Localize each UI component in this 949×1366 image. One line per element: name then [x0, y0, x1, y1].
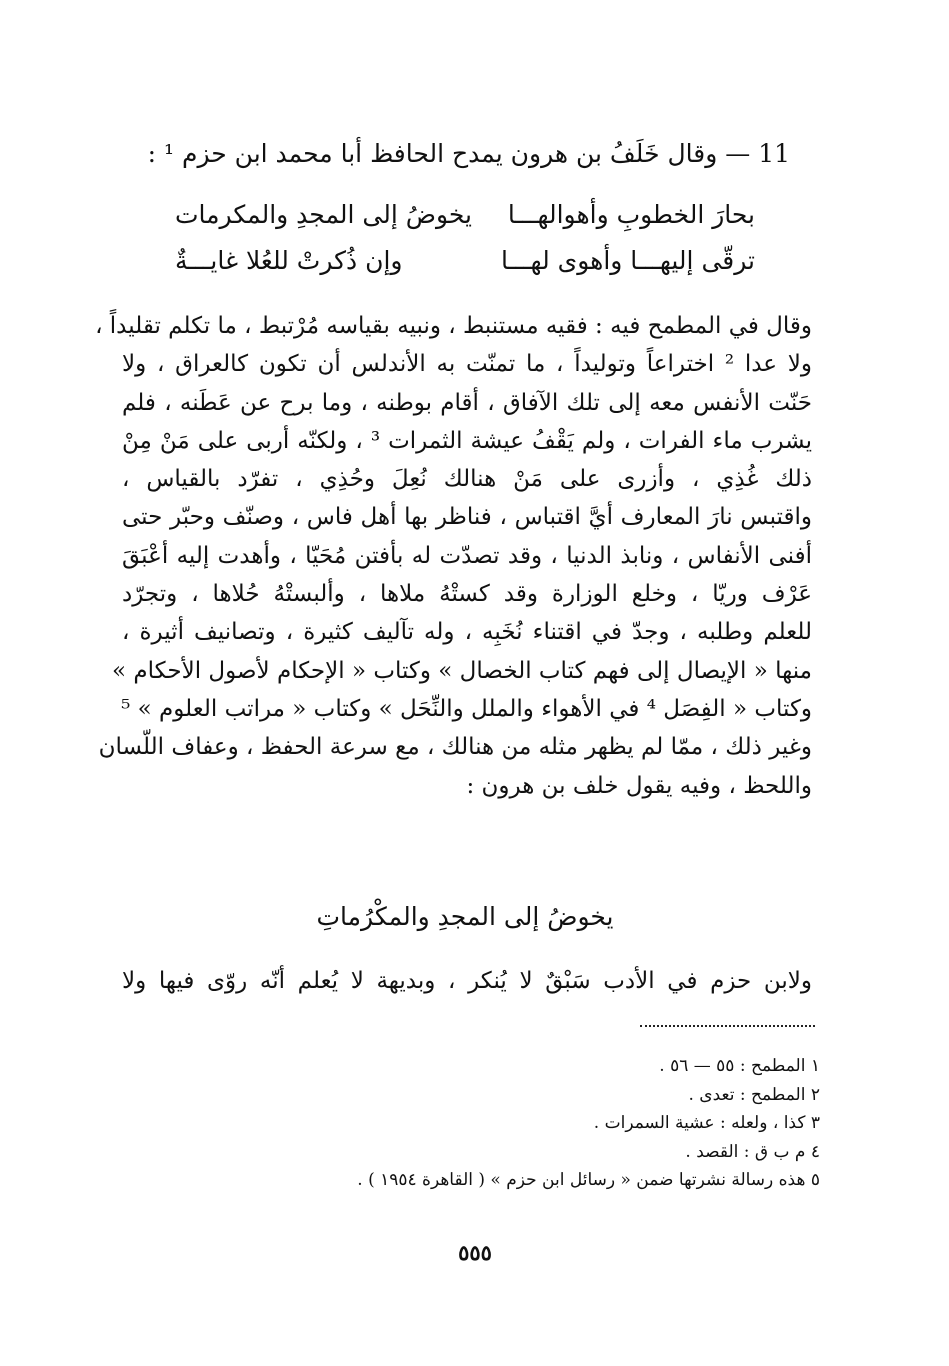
page-number: ٥٥٥: [458, 1240, 492, 1265]
footnote-2: ٢ المطمح : تعدى .: [688, 1084, 820, 1105]
verse-1-first-hemistich: يخوضُ إلى المجدِ والمكرمات: [175, 200, 472, 229]
continuation-line: ولابن حزم في الأدب سَبْقٌ لا يُنكر ، وبديهة لا يُعلم أنّه روّى فيها ولا: [122, 968, 812, 994]
prose-paragraph: [95, 307, 812, 805]
footnote-1: ١ المطمح : ٥٥ — ٥٦ .: [659, 1056, 820, 1076]
footnotes: [300, 1052, 820, 1195]
footnote-divider: [640, 1025, 815, 1027]
prose-line: وغير ذلك ، ممّا لم يظهر مثله من هنالك ، مع سرعة الحفظ ، وعفاف اللّسان: [98, 734, 812, 761]
prose-line: ولا عدا ² اختراعاً وتوليداً ، ما تمنّت به الأندلس أن تكون كالعراق ، ولا: [122, 351, 812, 378]
prose-line: عَرْف وريّا ، وخلع الوزارة وقد كستْهُ ملاها ، وألبستْهُ حُلاها ، وتجرّد: [122, 581, 812, 608]
verse-1-second-hemistich: بحارَ الخطوبِ وأهوالهـــا: [507, 200, 755, 229]
verse-2-first-hemistich: وإن ذُكرتْ للعُلا غايـــةٌ: [175, 246, 403, 275]
prose-line: منها « الإيصال إلى فهم كتاب الخصال » وكتاب « الإحكام لأصول الأحكام »: [112, 657, 812, 684]
footnote-5: ٥ هذه رسالة نشرتها ضمن « رسائل ابن حزم » ( القاهرة ١٩٥٤ ) .: [357, 1170, 820, 1190]
prose-line: أفنى الأنفاس ، ونابذ الدنيا ، وقد تصدّت له بأفتن مُحَيّا ، وأهدت إليه أعْبَقَ: [122, 542, 812, 569]
quoted-verse: يخوضُ إلى المجدِ والمكْرُماتِ: [316, 902, 614, 931]
prose-line: ذلك غُذِي ، وأزرى على مَنْ هنالك نُعِلَ وحُذِي ، تفرّد بالقياس ،: [122, 466, 812, 493]
verse-line-2: [175, 246, 755, 286]
prose-line: وكتاب « الفِصَل ⁴ في الأهواء والملل والنِّحَل » وكتاب « مراتب العلوم » ⁵: [121, 695, 812, 722]
footnote-4: ٤ م ب ق : القصد .: [685, 1141, 820, 1162]
footnote-3: ٣ كذا ، ولعله : عشية السمرات .: [593, 1113, 820, 1133]
prose-line: واقتبس نارَ المعارف أيَّ اقتباس ، فناظر بها أهل فاس ، وصنّف وحبّر حتى: [122, 504, 812, 531]
section-heading: 11 — وقال خَلَفُ بن هرون يمدح الحافظ أبا محمد ابن حزم ¹ :: [147, 139, 790, 168]
prose-line: وقال في المطمح فيه : فقيه مستنبط ، ونبيه بقياسه مُرْتبط ، ما تكلم تقليداً ،: [95, 313, 812, 339]
verse-2-second-hemistich: ترقّى إليهـــا وأهوى لهـــا: [500, 246, 755, 275]
prose-line: للعلم وطلبه ، وجدّ في اقتناء نُخَبِه ، وله تآليف كثيرة ، وتصانيف أثيرة ،: [122, 619, 812, 646]
prose-line: يشرب ماء الفرات ، ولم يَقْفُ عيشة الثمرات ³ ، ولكنّه أربى على مَنْ مِنْ: [122, 427, 812, 454]
prose-line: واللحظ ، وفيه يقول خلف بن هرون :: [466, 772, 812, 799]
prose-line: حَنّت الأنفس معه إلى تلك الآفاق ، أقام بوطنه ، وما برح عن عَطَنه ، فلم: [122, 389, 812, 416]
verse-line-1: [175, 200, 755, 240]
